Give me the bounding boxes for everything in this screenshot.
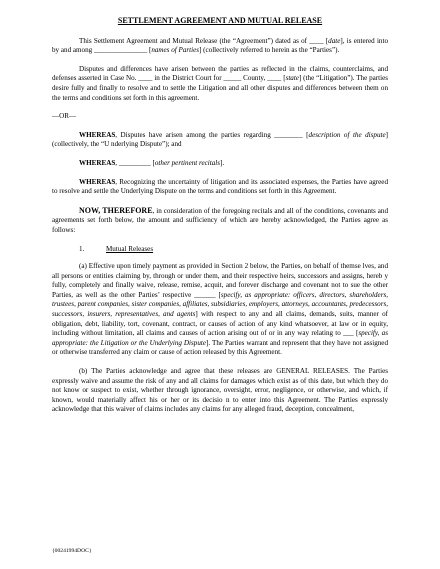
whereas-other-recital: WHEREAS, _________ [other pertinent recitals]. (79, 158, 225, 167)
now-therefore-paragraph: NOW, THEREFORE, in consideration of the foregoing recitals and all of the conditions, covenants and agreements set forth below, the amount and sufficiency of which are hereby acknowledged, the Parties agree as follows: (52, 205, 388, 234)
release-paragraph-b: (b) The Parties acknowledge and agree that these releases are GENERAL RELEASES. The Parties expressly waive and assume the risk of any and all claims for damages which exist as of this date, but which they do not know or suspect to exist, whether through ignorance, oversight, error, negligence, or otherwise, and which, if known, would materially affect his or her or its decisio n to enter into this Agreement. The Parties expressly acknowledge that this waiver of claims includes any claims for any alleged fraud, deception, concealment, (52, 367, 388, 414)
whereas-dispute-recital: WHEREAS, Disputes have arisen among the parties regarding ________ [description of the dispute] (collectively, the “U nderlying Dispute”); and (52, 130, 388, 149)
or-separator: —OR— (52, 112, 77, 121)
intro-paragraph: This Settlement Agreement and Mutual Release (the “Agreement”) dated as of ____ [date], is entered into by and among _______________ [names of Parties] (collectively referred to herein as the “Parties”). (52, 36, 388, 55)
disputes-paragraph: Disputes and differences have arisen between the parties as reflected in the claims, counterclaims, and defenses asserted in Case No. ____ in the District Court for _____ County, ____ [state] (the “Litigation”). The parties desire fully and finally to resolve and to settle the Litigation and all other disputes and differences between them on the terms and conditions set forth in this agreement. (52, 64, 388, 102)
release-paragraph-a: (a) Effective upon timely payment as provided in Section 2 below, the Parties, on behalf of themse lves, and all persons or entities claiming by, through or under them, and their respective heirs, successors and assigns, hereb y fully, completely and finally waive, release, remise, acquit, and forever discharge and covenant not to sue the other Parties, as well as the other Parties’ respective ______ [specify, as appropriate: officers, directors, shareholders, trustees, parent companies, sister companies, affiliates, subsidiaries, employers, attorneys, accountants, predecessors, successors, insurers, representatives, and agents] with respect to any and all claims, demands, suits, manner of obligation, debt, liability, tort, covenant, contract, or causes of action of any kind whatsoever, at law or in equity, including without limitation, all claims and causes of action arising out of or in any way relating to ___ [specify, as appropriate: the Litigation or the Underlying Dispute]. The Parties warrant and represent that they have not assigned or otherwise transferred any claim or cause of action released by this Agreement. (52, 262, 389, 357)
document-title: SETTLEMENT AGREEMENT AND MUTUAL RELEASE (117, 16, 323, 25)
whereas-uncertainty-recital: WHEREAS, Recognizing the uncertainty of litigation and its associated expenses, the Parties have agreed to resolve and settle the Underlying Dispute on the terms and conditions set forth in this Agreement. (52, 177, 388, 196)
section-1-heading: 1. Mutual Releases (79, 244, 154, 253)
document-footer-code: {00241994DOC} (52, 548, 92, 554)
